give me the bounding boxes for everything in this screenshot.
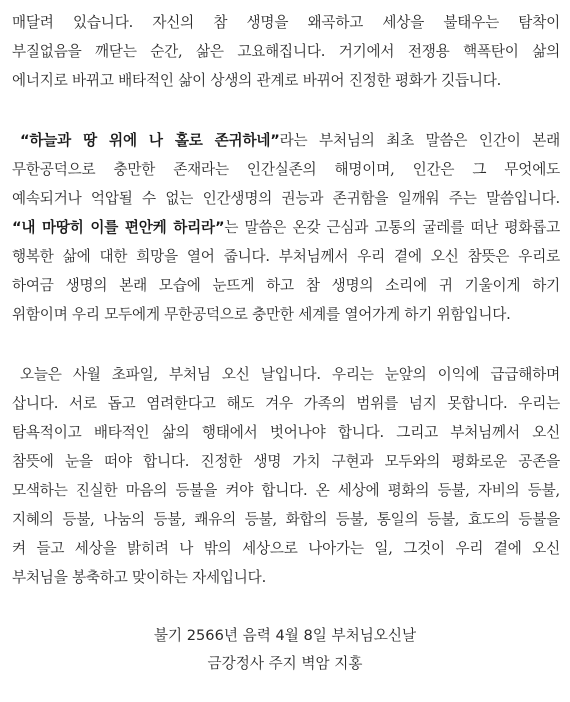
- text-line: 참뜻에 눈을 떠야 합니다. 진정한 생명 가치 구현과 모두와의 평화로운 공존을: [12, 453, 560, 470]
- text-line: 모색하는 진실한 마음의 등불을 켜야 합니다. 온 세상에 평화의 등불, 자비의 등불,: [12, 482, 560, 499]
- text-line: [12, 213, 560, 242]
- text-line: 지혜의 등불, 나눔의 등불, 쾌유의 등불, 화합의 등불, 통일의 등불, 효도의 등불을: [12, 511, 560, 528]
- paragraph-3: [12, 360, 560, 592]
- text-fragment: 라는 부처님의 최초 말씀은 인간이 본래: [279, 132, 561, 149]
- text-line: 탐욕적이고 배타적인 삶의 행태에서 벗어나야 합니다. 그리고 부처님께서 오신: [12, 424, 560, 441]
- text-line: 위함이며 우리 모두에게 무한공덕으로 충만한 세계를 열어가게 하기 위함입니다.: [12, 306, 511, 323]
- paragraph-gap: [12, 95, 560, 126]
- bold-quote: “내 마땅히 이를 편안케 하리라”: [12, 219, 225, 236]
- signature-date: 불기 2566년 음력 4월 8일 부처님오신날: [153, 627, 417, 644]
- text-line: 행복한 삶에 대한 희망을 열어 줍니다. 부처님께서 우리 곁에 오신 참뜻은 우리로: [12, 248, 560, 265]
- text-fragment: 는 말씀은 온갖 근심과 고통의 굴레를 떠난 평화롭고: [224, 219, 561, 236]
- paragraph-1: [12, 8, 560, 95]
- text-line: 하여금 생명의 본래 모습에 눈뜨게 하고 참 생명의 소리에 귀 기울이게 하기: [12, 277, 560, 294]
- text-line: 예속되거나 억압될 수 없는 인간생명의 권능과 존귀함을 일깨워 주는 말씀입니다.: [12, 190, 560, 207]
- paragraph-gap: [12, 329, 560, 360]
- text-line: 무한공덕으로 충만한 존재라는 인간실존의 해명이며, 인간은 그 무엇에도: [12, 161, 560, 178]
- text-line: 매달려 있습니다. 자신의 참 생명을 왜곡하고 세상을 불태우는 탐착이: [12, 14, 560, 31]
- signature-name: 금강정사 주지 벽암 지홍: [207, 655, 363, 672]
- text-line: [12, 126, 560, 155]
- paragraph-2: [12, 126, 560, 329]
- text-line: 오늘은 사월 초파일, 부처님 오신 날입니다. 우리는 눈앞의 이익에 급급해하며: [20, 366, 560, 383]
- text-line: 부처님을 봉축하고 맞이하는 자세입니다.: [12, 569, 267, 586]
- document-body: [12, 8, 560, 592]
- text-line: 부질없음을 깨닫는 순간, 삶은 고요해집니다. 거기에서 전쟁용 핵폭탄이 삶의: [12, 43, 560, 60]
- bold-quote: “하늘과 땅 위에 나 홀로 존귀하네”: [20, 132, 280, 149]
- text-line: 에너지로 바뀌고 배타적인 삶이 상생의 관계로 바뀌어 진정한 평화가 깃듭니다.: [12, 72, 502, 89]
- text-line: 켜 들고 세상을 밝히려 나 밖의 세상으로 나아가는 일, 그것이 우리 곁에 오신: [12, 540, 560, 557]
- text-line: 삽니다. 서로 돕고 염려한다고 해도 겨우 가족의 범위를 넘지 못합니다. 우리는: [12, 395, 560, 412]
